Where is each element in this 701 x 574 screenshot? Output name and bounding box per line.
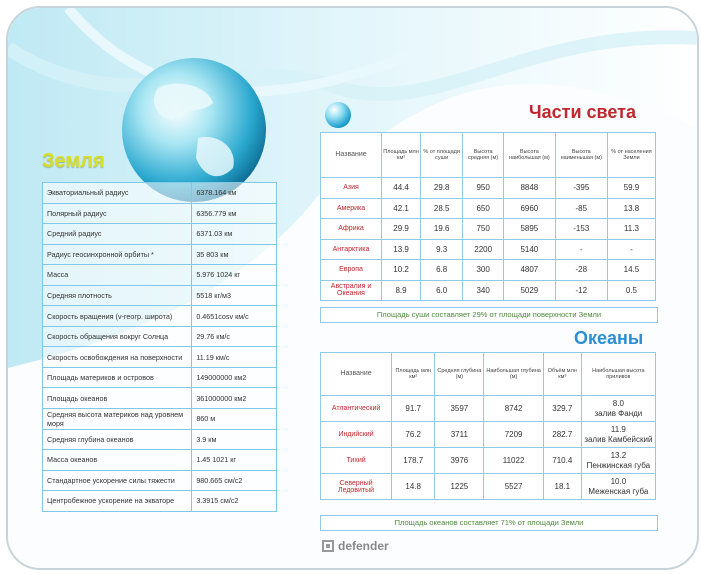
table-cell: 13.9	[382, 239, 421, 260]
continent-name: Африка	[321, 219, 382, 240]
table-cell: 6960	[504, 198, 556, 219]
table-cell: 3976	[435, 448, 484, 474]
ocean-name: Тихий	[321, 448, 392, 474]
earth-param-value: 3.3915 см/с2	[192, 491, 277, 512]
table-cell: 44.4	[382, 178, 421, 199]
table-row	[43, 347, 277, 368]
table-cell: 3711	[435, 422, 484, 448]
table-cell: 750	[463, 219, 504, 240]
table-row	[321, 260, 656, 281]
column-header: Наибольшая глубина (м)	[484, 353, 544, 396]
table-cell: 14.5	[607, 260, 655, 281]
earth-param-label: Скорость вращения (v-геогр. широта)	[43, 306, 192, 327]
table-cell: -28	[555, 260, 607, 281]
table-row	[321, 178, 656, 199]
oceans-table	[320, 352, 656, 500]
earth-param-value: 5.976 1024 кг	[192, 265, 277, 286]
table-cell: 7209	[484, 422, 544, 448]
column-header: Высота средняя (м)	[463, 133, 504, 178]
tide-cell	[581, 448, 655, 474]
table-cell: -153	[555, 219, 607, 240]
earth-param-value: 35 803 км	[192, 244, 277, 265]
table-row	[43, 326, 277, 347]
column-header: Высота наименьшая (м)	[555, 133, 607, 178]
table-cell: 28.5	[421, 198, 463, 219]
table-cell: 29.9	[382, 219, 421, 240]
table-cell: 710.4	[543, 448, 581, 474]
column-header: Площадь млн км²	[382, 133, 421, 178]
table-cell: -	[607, 239, 655, 260]
earth-param-label: Средняя плотность	[43, 285, 192, 306]
earth-param-value: 860 м	[192, 409, 277, 430]
ocean-name: Индийский	[321, 422, 392, 448]
earth-param-label: Центробежное ускорение на экваторе	[43, 491, 192, 512]
earth-param-value: 6356.779 км	[192, 203, 277, 224]
table-row	[321, 448, 656, 474]
earth-facts-table	[42, 182, 277, 512]
table-cell: 6.0	[421, 280, 463, 301]
earth-param-value: 11.19 км/с	[192, 347, 277, 368]
table-row	[43, 450, 277, 471]
earth-param-label: Средний радиус	[43, 224, 192, 245]
earth-param-value: 3.9 км	[192, 429, 277, 450]
table-cell: 42.1	[382, 198, 421, 219]
table-row	[321, 280, 656, 301]
column-header: % от населения Земли	[607, 133, 655, 178]
earth-param-value: 1.45 1021 кг	[192, 450, 277, 471]
table-cell: 91.7	[392, 396, 435, 422]
tide-place: Пенжинская губа	[586, 460, 651, 470]
continent-name: Америка	[321, 198, 382, 219]
table-cell: 5029	[504, 280, 556, 301]
table-row	[43, 409, 277, 430]
table-cell: 29.8	[421, 178, 463, 199]
column-header: Объём млн км³	[543, 353, 581, 396]
table-cell: 10.2	[382, 260, 421, 281]
globe-icon	[122, 58, 266, 202]
table-row	[321, 198, 656, 219]
earth-param-label: Средняя глубина океанов	[43, 429, 192, 450]
table-cell: 8742	[484, 396, 544, 422]
table-cell: 9.3	[421, 239, 463, 260]
continent-name: Европа	[321, 260, 382, 281]
table-row	[43, 306, 277, 327]
tide-cell	[581, 474, 655, 500]
table-cell: 11022	[484, 448, 544, 474]
table-row	[321, 474, 656, 500]
earth-param-label: Площадь океанов	[43, 388, 192, 409]
earth-param-value: 0.4651cosv км/с	[192, 306, 277, 327]
earth-param-value: 980.665 см/с2	[192, 470, 277, 491]
tide-cell	[581, 422, 655, 448]
table-cell: 5895	[504, 219, 556, 240]
earth-param-value: 6371.03 км	[192, 224, 277, 245]
table-cell: 950	[463, 178, 504, 199]
table-cell: 18.1	[543, 474, 581, 500]
table-cell: 650	[463, 198, 504, 219]
tide-place: Меженская губа	[588, 486, 649, 496]
brand-logo-text: defender	[338, 539, 389, 553]
earth-param-value: 149000000 км2	[192, 367, 277, 388]
table-cell: 11.3	[607, 219, 655, 240]
earth-param-label: Средняя высота материков над уровнем моря	[43, 409, 192, 430]
table-row	[321, 422, 656, 448]
earth-param-value: 6378.164 км	[192, 183, 277, 204]
table-cell: 0.5	[607, 280, 655, 301]
earth-param-value: 29.76 км/с	[192, 326, 277, 347]
tide-value: 8.0	[612, 398, 624, 408]
table-cell: 4807	[504, 260, 556, 281]
continent-name: Азия	[321, 178, 382, 199]
column-header: % от площади суши	[421, 133, 463, 178]
brand-logo	[322, 539, 389, 553]
oceans-title: Океаны	[574, 328, 644, 348]
continent-name: Австралия и Океания	[321, 280, 382, 301]
earth-param-value: 361000000 км2	[192, 388, 277, 409]
table-cell: 300	[463, 260, 504, 281]
table-row	[43, 265, 277, 286]
column-header: Наибольшая высота приливов	[581, 353, 655, 396]
column-header: Площадь млн км²	[392, 353, 435, 396]
ocean-name: Северный Ледовитый	[321, 474, 392, 500]
table-cell: 19.6	[421, 219, 463, 240]
table-row	[321, 239, 656, 260]
table-row	[321, 219, 656, 240]
table-row	[43, 388, 277, 409]
table-cell: -395	[555, 178, 607, 199]
table-row	[43, 429, 277, 450]
globe-bullet-icon	[325, 102, 351, 128]
table-cell: 2200	[463, 239, 504, 260]
tide-value: 10.0	[610, 476, 627, 486]
column-header: Средняя глубина (м)	[435, 353, 484, 396]
table-cell: -12	[555, 280, 607, 301]
table-row	[43, 285, 277, 306]
table-row	[43, 491, 277, 512]
table-cell: 5140	[504, 239, 556, 260]
earth-param-label: Экваториальный радиус	[43, 183, 192, 204]
tide-value: 11.9	[610, 424, 626, 434]
table-cell: 8.9	[382, 280, 421, 301]
tide-place: залив Фанди	[594, 408, 643, 418]
earth-param-label: Масса океанов	[43, 450, 192, 471]
earth-param-value: 5518 кг/м3	[192, 285, 277, 306]
table-cell: 329.7	[543, 396, 581, 422]
table-row	[43, 203, 277, 224]
earth-param-label: Скорость освобождения на поверхности	[43, 347, 192, 368]
table-cell: 6.8	[421, 260, 463, 281]
earth-param-label: Полярный радиус	[43, 203, 192, 224]
earth-param-label: Масса	[43, 265, 192, 286]
table-cell: 59.9	[607, 178, 655, 199]
table-cell: -85	[555, 198, 607, 219]
table-cell: 13.8	[607, 198, 655, 219]
parts-title: Части света	[529, 102, 636, 122]
tide-cell	[581, 396, 655, 422]
table-row	[43, 224, 277, 245]
tide-place: залив Камбейский	[584, 434, 653, 444]
column-header: Высота наибольшая (м)	[504, 133, 556, 178]
table-row	[43, 367, 277, 388]
ocean-name: Атлантический	[321, 396, 392, 422]
continents-table	[320, 132, 656, 301]
earth-param-label: Стандартное ускорение силы тяжести	[43, 470, 192, 491]
table-cell: 5527	[484, 474, 544, 500]
land-area-note: Площадь суши составляет 29% от площади поверхности Земли	[320, 307, 658, 323]
tide-value: 13.2	[610, 450, 627, 460]
ocean-area-note: Площадь океанов составляет 71% от площади Земли	[320, 515, 658, 531]
column-header: Название	[321, 133, 382, 178]
table-row	[43, 183, 277, 204]
table-cell: 340	[463, 280, 504, 301]
column-header: Название	[321, 353, 392, 396]
earth-title: Земля	[42, 150, 105, 172]
continent-name: Антарктика	[321, 239, 382, 260]
table-row	[43, 244, 277, 265]
defender-logo-icon	[322, 540, 334, 552]
table-row	[321, 396, 656, 422]
earth-param-label: Радиус геосинхронной орбиты *	[43, 244, 192, 265]
table-cell: 76.2	[392, 422, 435, 448]
table-cell: -	[555, 239, 607, 260]
earth-param-label: Скорость обращения вокруг Солнца	[43, 326, 192, 347]
table-cell: 1225	[435, 474, 484, 500]
table-cell: 3597	[435, 396, 484, 422]
table-cell: 14.8	[392, 474, 435, 500]
earth-param-label: Площадь материков и островов	[43, 367, 192, 388]
table-cell: 282.7	[543, 422, 581, 448]
table-cell: 8848	[504, 178, 556, 199]
table-cell: 178.7	[392, 448, 435, 474]
table-row	[43, 470, 277, 491]
